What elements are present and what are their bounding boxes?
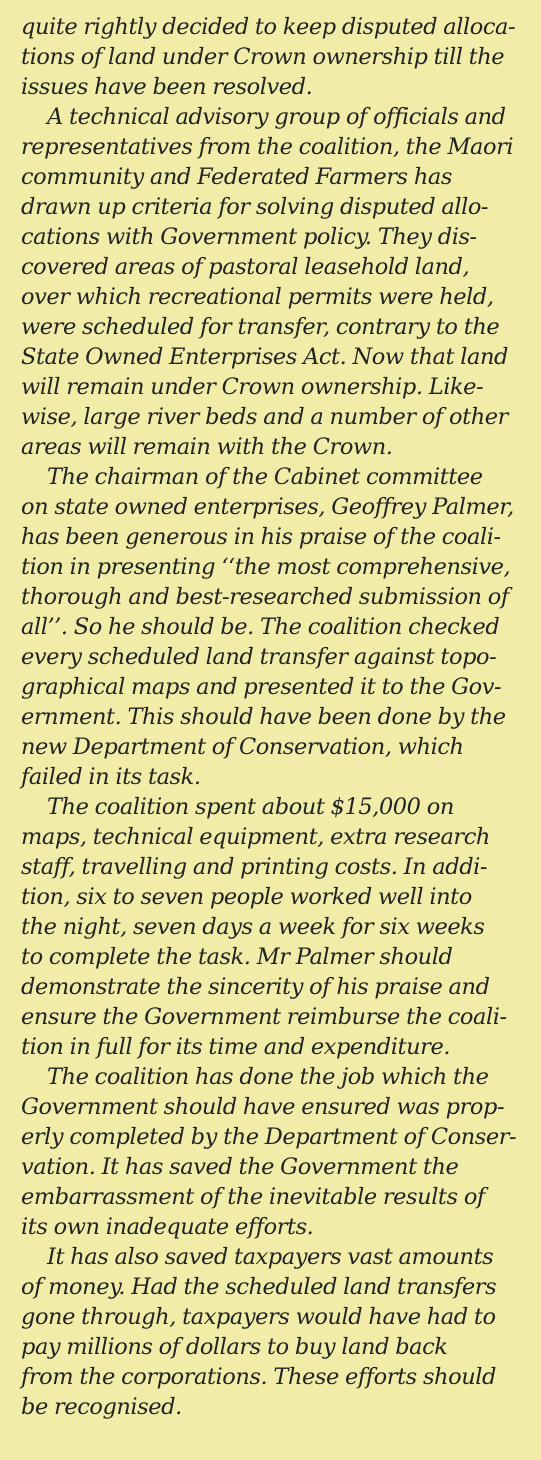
text-line: thorough and best-researched submission of — [21, 584, 509, 610]
paragraph — [21, 102, 533, 462]
article-body — [21, 12, 533, 1422]
text-line: community and Federated Farmers has — [21, 164, 452, 190]
text-line: demonstrate the sincerity of his praise and — [21, 974, 490, 1000]
text-line: The chairman of the Cabinet committee — [47, 464, 483, 490]
text-line: will remain under Crown ownership. Like- — [21, 374, 484, 400]
text-line: issues have been resolved. — [21, 74, 313, 100]
text-line: Government should have ensured was prop- — [21, 1094, 505, 1120]
text-line: vation. It has saved the Government the — [21, 1154, 459, 1180]
text-line: gone through, taxpayers would have had to — [21, 1304, 496, 1330]
text-line: pay millions of dollars to buy land back — [21, 1334, 448, 1360]
text-line: The coalition has done the job which the — [47, 1064, 489, 1090]
text-line: maps, technical equipment, extra research — [21, 824, 490, 850]
text-line: every scheduled land transfer against topo- — [21, 644, 497, 670]
text-line: has been generous in his praise of the coali- — [21, 524, 501, 550]
text-line: tion in full for its time and expenditure. — [21, 1034, 451, 1060]
text-line: graphical maps and presented it to the Gov- — [21, 674, 502, 700]
paragraph — [21, 462, 533, 792]
text-line: all’’. So he should be. The coalition checked — [21, 614, 500, 640]
text-line: were scheduled for transfer, contrary to the — [21, 314, 500, 340]
text-line: new Department of Conservation, which — [21, 734, 464, 760]
text-line: State Owned Enterprises Act. Now that land — [21, 344, 508, 370]
text-line: tion, six to seven people worked well into — [21, 884, 472, 910]
text-line: tion in presenting ‘‘the most comprehensive, — [21, 554, 511, 580]
text-line: over which recreational permits were held, — [21, 284, 494, 310]
text-line: representatives from the coalition, the Maori — [21, 134, 514, 160]
text-line: drawn up criteria for solving disputed allo- — [21, 194, 489, 220]
text-line: cations with Government policy. They dis- — [21, 224, 477, 250]
text-line: on state owned enterprises, Geoffrey Palmer, — [21, 494, 514, 520]
text-line: quite rightly decided to keep disputed alloca- — [21, 14, 516, 40]
paragraph — [21, 12, 533, 102]
text-line: embarrassment of the inevitable results of — [21, 1184, 485, 1210]
text-line: ernment. This should have been done by the — [21, 704, 506, 730]
text-line: The coalition spent about $15,000 on — [47, 794, 454, 820]
text-line: staff, travelling and printing costs. In addi- — [21, 854, 488, 880]
text-line: wise, large river beds and a number of other — [21, 404, 508, 430]
text-line: be recognised. — [21, 1394, 182, 1420]
text-line: ensure the Government reimburse the coali- — [21, 1004, 507, 1030]
text-line: It has also saved taxpayers vast amounts — [47, 1244, 494, 1270]
text-line: the night, seven days a week for six weeks — [21, 914, 485, 940]
paragraph — [21, 1062, 533, 1242]
text-line: to complete the task. Mr Palmer should — [21, 944, 453, 970]
text-line: covered areas of pastoral leasehold land, — [21, 254, 470, 280]
text-line: its own inadequate efforts. — [21, 1214, 314, 1240]
text-line: areas will remain with the Crown. — [21, 434, 393, 460]
paragraph — [21, 1242, 533, 1422]
text-line: erly completed by the Department of Conser- — [21, 1124, 517, 1150]
text-line: from the corporations. These efforts should — [21, 1364, 496, 1390]
text-line: failed in its task. — [21, 764, 201, 790]
paragraph — [21, 792, 533, 1062]
text-line: tions of land under Crown ownership till the — [21, 44, 505, 70]
text-line: of money. Had the scheduled land transfers — [21, 1274, 497, 1300]
text-line: A technical advisory group of officials and — [47, 104, 506, 130]
